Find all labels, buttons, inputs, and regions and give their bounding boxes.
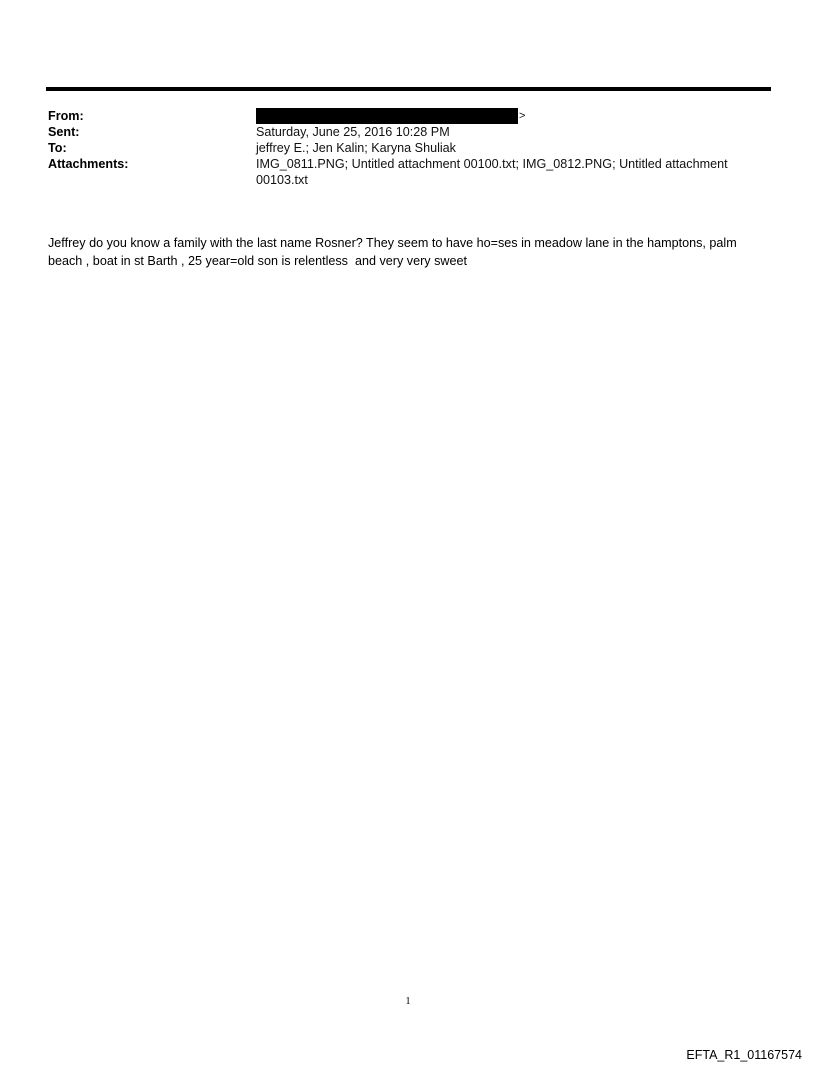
from-value: [256, 108, 768, 124]
from-suffix: >: [519, 110, 526, 122]
sent-row: [48, 124, 768, 140]
attachments-row: [48, 156, 768, 188]
to-value: jeffrey E.; Jen Kalin; Karyna Shuliak: [256, 141, 456, 155]
sent-label: Sent:: [48, 125, 80, 139]
redaction-block: [256, 108, 518, 124]
to-row: [48, 140, 768, 156]
from-row: [48, 108, 768, 124]
page-number: 1: [405, 996, 411, 1007]
attachments-value: IMG_0811.PNG; Untitled attachment 00100.txt; IMG_0812.PNG; Untitled attachment 00103.txt: [256, 157, 728, 187]
from-label: From:: [48, 109, 84, 123]
sent-value: Saturday, June 25, 2016 10:28 PM: [256, 125, 450, 139]
document-id: EFTA_R1_01167574: [686, 1048, 802, 1062]
to-label: To:: [48, 141, 67, 155]
attachments-label: Attachments:: [48, 157, 129, 171]
header-divider: [46, 87, 771, 91]
email-body: Jeffrey do you know a family with the last name Rosner? They seem to have ho=ses in meadow lane in the hamptons, palm beach , boat in st Barth , 25 year=old son is relentless and very very sweet: [48, 236, 741, 268]
email-header: [48, 108, 768, 188]
